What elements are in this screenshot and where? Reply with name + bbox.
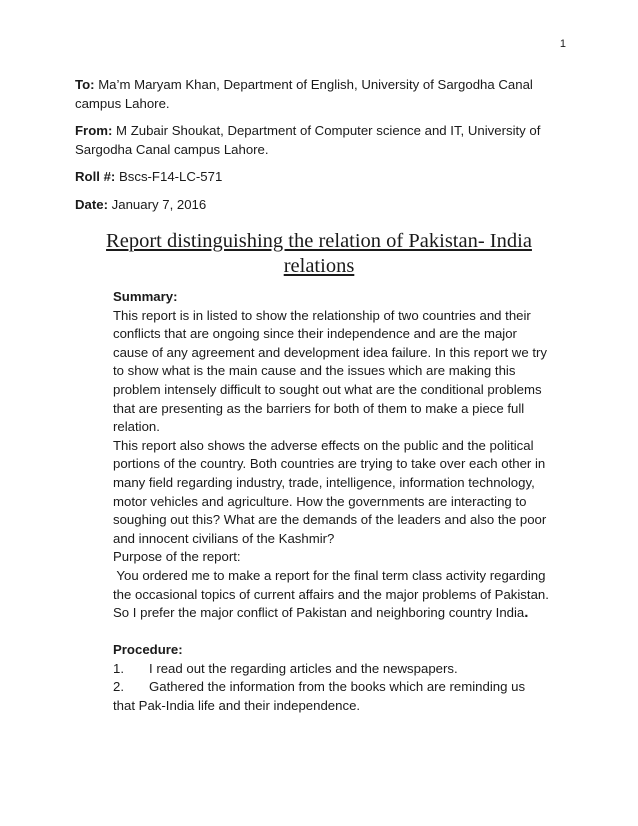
- summary-line: This report is in listed to show the relationship of two countries and their: [113, 307, 531, 323]
- roll-label: Roll #:: [75, 169, 116, 184]
- summary-line: that are presenting as the barriers for both of them to make a piece full: [113, 400, 525, 416]
- date-line: [75, 196, 565, 215]
- from-text-continued: Sargodha Canal campus Lahore.: [75, 141, 269, 157]
- summary-last-line: [113, 604, 573, 623]
- summary-text: [113, 307, 573, 623]
- to-label: To:: [75, 77, 95, 92]
- roll-text: Bscs-F14-LC-571: [115, 169, 223, 184]
- summary-line: problem intensely difficult to sought out what are the conditional problems: [113, 381, 542, 397]
- memo-header: [75, 76, 565, 223]
- summary-line: conflicts that are ongoing since their independence and are the major: [113, 326, 517, 342]
- procedure-item-text: I read out the regarding articles and the newspapers.: [149, 660, 458, 676]
- procedure-item: [113, 678, 573, 697]
- summary-line: relation.: [113, 419, 160, 435]
- summary-line: motor vehicles and agriculture. How the governments are interacting to: [113, 493, 527, 509]
- to-text-continued: campus Lahore.: [75, 95, 170, 111]
- page-number: 1: [559, 38, 566, 50]
- summary-last-line-text: So I prefer the major conflict of Pakistan and neighboring country India: [113, 605, 525, 621]
- procedure-list: [113, 660, 573, 716]
- summary-last-line-period: .: [524, 604, 529, 622]
- summary-line: to show what is the main cause and the issues which are making this: [113, 363, 516, 379]
- from-text: M Zubair Shoukat, Department of Computer science and IT, University of: [112, 123, 541, 138]
- procedure-continuation: that Pak-India life and their independence.: [113, 698, 361, 714]
- from-label: From:: [75, 123, 113, 138]
- summary-line: cause of any agreement and development idea failure. In this report we try: [113, 344, 547, 360]
- procedure-item-number: 2.: [113, 679, 124, 695]
- from-line: [75, 122, 565, 159]
- section-spacer: [113, 623, 573, 642]
- summary-line: You ordered me to make a report for the final term class activity regarding: [113, 567, 546, 583]
- date-label: Date:: [75, 196, 108, 212]
- title-line-2: relations: [283, 255, 355, 277]
- procedure-item-text: Gathered the information from the books which are reminding us: [149, 679, 526, 695]
- procedure-item: [113, 660, 573, 679]
- summary-line: soughing out this? What are the demands of the leaders and also the poor: [113, 512, 547, 528]
- summary-line: many field regarding industry, trade, intelligence, information technology,: [113, 474, 535, 490]
- to-line: [75, 76, 565, 113]
- report-body: [113, 288, 573, 716]
- summary-line: portions of the country. Both countries are trying to take over each other in: [113, 456, 546, 472]
- procedure-heading: Procedure:: [113, 642, 183, 658]
- summary-line: This report also shows the adverse effects on the public and the political: [113, 437, 534, 453]
- summary-heading: Summary:: [113, 289, 178, 304]
- purpose-heading: Purpose of the report:: [113, 549, 241, 565]
- title-line-1: Report distinguishing the relation of Pakistan- India: [106, 230, 532, 252]
- procedure-item-number: 1.: [113, 660, 124, 676]
- date-text: January 7, 2016: [107, 196, 207, 212]
- to-text: Ma’m Maryam Khan, Department of English, University of Sargodha Canal: [94, 77, 533, 92]
- roll-line: [75, 168, 565, 187]
- summary-line: the occasional topics of current affairs and the major problems of Pakistan.: [113, 586, 549, 602]
- report-title: [60, 229, 578, 279]
- summary-line: and innocent civilians of the Kashmir?: [113, 530, 335, 546]
